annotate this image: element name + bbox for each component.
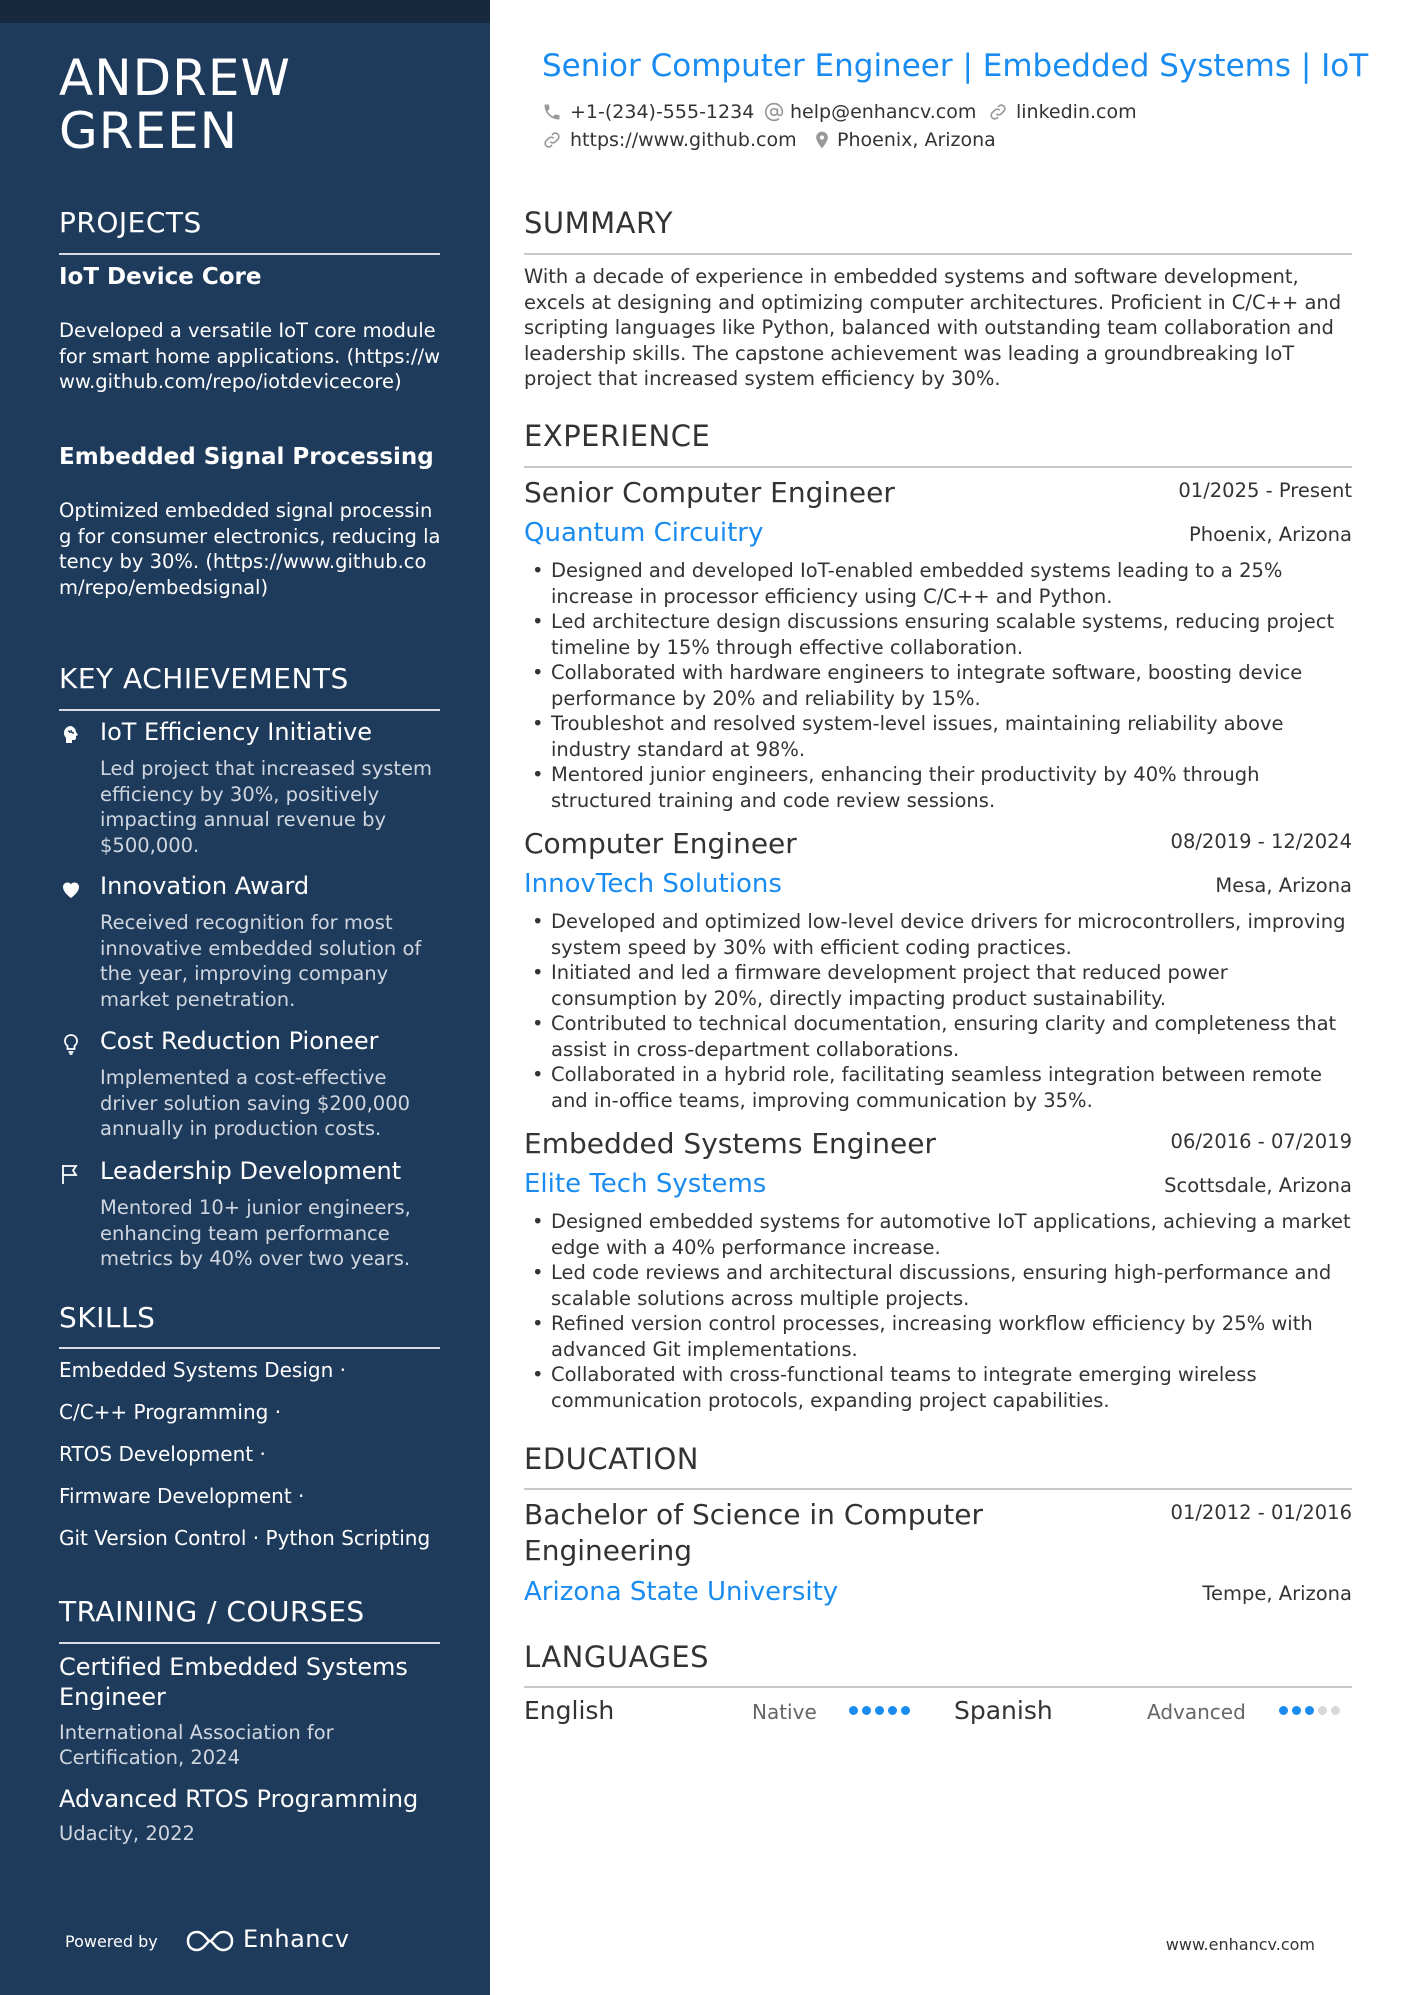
job-bullet: • Refined version control processes, increasing workflow efficiency by 25% with advanced Git implementations. xyxy=(524,1311,1354,1362)
language-rating xyxy=(1279,1706,1340,1715)
heart-icon xyxy=(59,877,83,901)
website-footer: www.enhancv.com xyxy=(1165,1935,1315,1954)
achievement-description: Implemented a cost-effective driver solution saving $200,000 annually in production costs. xyxy=(100,1066,411,1140)
job-bullet: • Collaborated in a hybrid role, facilitating seamless integration between remote and in-office teams, improving communication by 35%. xyxy=(524,1062,1354,1113)
phone-icon xyxy=(542,102,562,122)
job-bullet: • Led code reviews and architectural discussions, ensuring high-performance and scalable solutions across multiple projects. xyxy=(524,1260,1354,1311)
job-bullet: • Collaborated with hardware engineers to integrate software, boosting device performance by 20% and reliability by 15%. xyxy=(524,660,1354,711)
achievement-title: IoT Efficiency Initiative xyxy=(100,718,373,746)
languages-heading: LANGUAGES xyxy=(524,1640,710,1674)
rating-dot xyxy=(888,1706,897,1715)
job-bullet: • Collaborated with cross-functional teams to integrate emerging wireless communication protocols, expanding project capabilities. xyxy=(524,1362,1354,1413)
rating-dot xyxy=(1318,1706,1327,1715)
skill-item: Git Version Control · Python Scripting xyxy=(59,1526,431,1550)
achievement-description: Led project that increased system efficiency by 30%, positively impacting annual revenue by $500,000. xyxy=(100,757,433,857)
rating-dot xyxy=(875,1706,884,1715)
job-title: Embedded Systems Engineer xyxy=(524,1127,937,1160)
rating-dot xyxy=(1305,1706,1314,1715)
job-bullet: • Contributed to technical documentation, ensuring clarity and completeness that assist in cross-department collaborations. xyxy=(524,1011,1354,1062)
training-heading: TRAINING / COURSES xyxy=(59,1595,365,1628)
location-pin-icon xyxy=(812,130,832,150)
education-date: 01/2012 - 01/2016 xyxy=(1170,1501,1352,1524)
job-company: Quantum Circuitry xyxy=(524,518,764,548)
projects-heading: PROJECTS xyxy=(59,206,202,239)
contact-email[interactable]: help@enhancv.com xyxy=(790,101,977,123)
job-bullet: • Troubleshot and resolved system-level issues, maintaining reliability above industry standard at 98%. xyxy=(524,711,1354,762)
sidebar xyxy=(0,0,490,1995)
summary-text: With a decade of experience in embedded systems and software development, excels at designing and optimizing computer architectures. Proficient in C/C++ and scripting languages like Python, balanced with outstanding team collaboration and leadership skills. The capstone achievement was leading a groundbreaking IoT project that increased system efficiency by 30%. xyxy=(524,265,1342,390)
achievement-item xyxy=(59,872,449,1012)
language-level: Native xyxy=(752,1700,817,1724)
training-divider xyxy=(59,1642,440,1644)
job-location: Mesa, Arizona xyxy=(1215,874,1352,897)
languages-divider xyxy=(524,1686,1352,1688)
achievement-description: Received recognition for most innovative embedded solution of the year, improving company market penetration. xyxy=(100,911,422,1011)
rating-dot xyxy=(1331,1706,1340,1715)
job-company: InnovTech Solutions xyxy=(524,869,782,899)
job-company: Elite Tech Systems xyxy=(524,1169,767,1199)
achievement-item xyxy=(59,1027,449,1147)
job-bullet: • Designed and developed IoT-enabled embedded systems leading to a 25% increase in processor efficiency using C/C++ and Python. xyxy=(524,558,1354,609)
rating-dot xyxy=(901,1706,910,1715)
project-title: IoT Device Core xyxy=(59,264,262,290)
achievement-description: Mentored 10+ junior engineers, enhancing team performance metrics by 40% over two years. xyxy=(100,1196,411,1270)
skill-item: C/C++ Programming · xyxy=(59,1400,282,1424)
enhancv-logo-icon xyxy=(185,1924,235,1958)
job-title: Computer Engineer xyxy=(524,827,797,860)
achievement-title: Leadership Development xyxy=(100,1157,402,1185)
job-bullet: • Mentored junior engineers, enhancing their productivity by 40% through structured training and code review sessions. xyxy=(524,762,1354,813)
achievement-item xyxy=(59,718,449,858)
sidebar-top-bar xyxy=(0,0,490,23)
course-title: Certified Embedded Systems Engineer xyxy=(59,1653,408,1711)
headline: Senior Computer Engineer | Embedded Systems | IoT xyxy=(542,48,1369,84)
language-name: Spanish xyxy=(954,1696,1053,1725)
project-title: Embedded Signal Processing xyxy=(59,444,434,470)
job-bullet: • Led architecture design discussions ensuring scalable systems, reducing project timeline by 15% through effective collaboration. xyxy=(524,609,1354,660)
skill-item: RTOS Development · xyxy=(59,1442,266,1466)
at-icon xyxy=(764,102,784,122)
skill-item: Firmware Development · xyxy=(59,1484,305,1508)
job-title: Senior Computer Engineer xyxy=(524,476,895,509)
enhancv-brand: Enhancv xyxy=(243,1925,350,1953)
link-icon xyxy=(988,102,1008,122)
contact-location: Phoenix, Arizona xyxy=(837,129,996,151)
project-description: Developed a versatile IoT core module for smart home applications. (https://www.github.com/repo/iotdevicecore) xyxy=(59,319,441,393)
education-school: Arizona State University xyxy=(524,1577,839,1607)
summary-heading: SUMMARY xyxy=(524,206,674,240)
lightbulb-icon xyxy=(59,1032,83,1056)
achievement-title: Cost Reduction Pioneer xyxy=(100,1027,379,1055)
job-bullets xyxy=(524,909,1354,1113)
course-provider: International Association for Certification, 2024 xyxy=(59,1721,334,1769)
rating-dot xyxy=(1279,1706,1288,1715)
project-description: Optimized embedded signal processing for consumer electronics, reducing latency by 30%. (https://www.github.com/repo/embedsignal) xyxy=(59,499,441,599)
flag-icon xyxy=(59,1162,83,1186)
contact-linkedin[interactable]: linkedin.com xyxy=(1016,101,1137,123)
education-heading: EDUCATION xyxy=(524,1442,700,1476)
link-icon xyxy=(542,130,562,150)
job-bullet: • Developed and optimized low-level device drivers for microcontrollers, improving system speed by 30% with efficient coding practices. xyxy=(524,909,1354,960)
name-first: ANDREW xyxy=(59,49,291,107)
achievement-item xyxy=(59,1157,449,1277)
rating-dot xyxy=(862,1706,871,1715)
job-location: Scottsdale, Arizona xyxy=(1164,1174,1352,1197)
summary-divider xyxy=(524,253,1352,255)
rating-dot xyxy=(849,1706,858,1715)
education-degree: Bachelor of Science in Computer Engineering xyxy=(524,1498,984,1567)
powered-by-label: Powered by xyxy=(65,1932,158,1951)
experience-heading: EXPERIENCE xyxy=(524,419,711,453)
job-date: 06/2016 - 07/2019 xyxy=(1170,1130,1352,1153)
job-date: 08/2019 - 12/2024 xyxy=(1170,830,1352,853)
education-divider xyxy=(524,1488,1352,1490)
job-bullets xyxy=(524,1209,1354,1413)
job-bullets xyxy=(524,558,1354,813)
contact-phone: +1-(234)-555-1234 xyxy=(570,101,755,123)
skills-divider xyxy=(59,1347,440,1349)
achievements-divider xyxy=(59,709,440,711)
experience-divider xyxy=(524,466,1352,468)
course-title: Advanced RTOS Programming xyxy=(59,1785,419,1813)
language-rating xyxy=(849,1706,910,1715)
candidate-name xyxy=(59,49,291,160)
contact-github[interactable]: https://www.github.com xyxy=(570,129,797,151)
job-bullet: • Designed embedded systems for automotive IoT applications, achieving a market edge with a 40% performance increase. xyxy=(524,1209,1354,1260)
achievement-title: Innovation Award xyxy=(100,872,310,900)
job-location: Phoenix, Arizona xyxy=(1188,523,1352,546)
achievements-heading: KEY ACHIEVEMENTS xyxy=(59,662,349,695)
course-provider: Udacity, 2022 xyxy=(59,1822,195,1845)
job-date: 01/2025 - Present xyxy=(1178,479,1352,502)
skills-heading: SKILLS xyxy=(59,1301,156,1334)
education-location: Tempe, Arizona xyxy=(1202,1582,1352,1605)
name-last: GREEN xyxy=(59,102,239,160)
projects-divider xyxy=(59,253,440,255)
skill-item: Embedded Systems Design · xyxy=(59,1358,346,1382)
job-bullet: • Initiated and led a firmware development project that reduced power consumption by 20%, directly impacting product sustainability. xyxy=(524,960,1354,1011)
language-name: English xyxy=(524,1696,615,1725)
rating-dot xyxy=(1292,1706,1301,1715)
brain-icon xyxy=(59,723,83,747)
language-level: Advanced xyxy=(1147,1700,1246,1724)
